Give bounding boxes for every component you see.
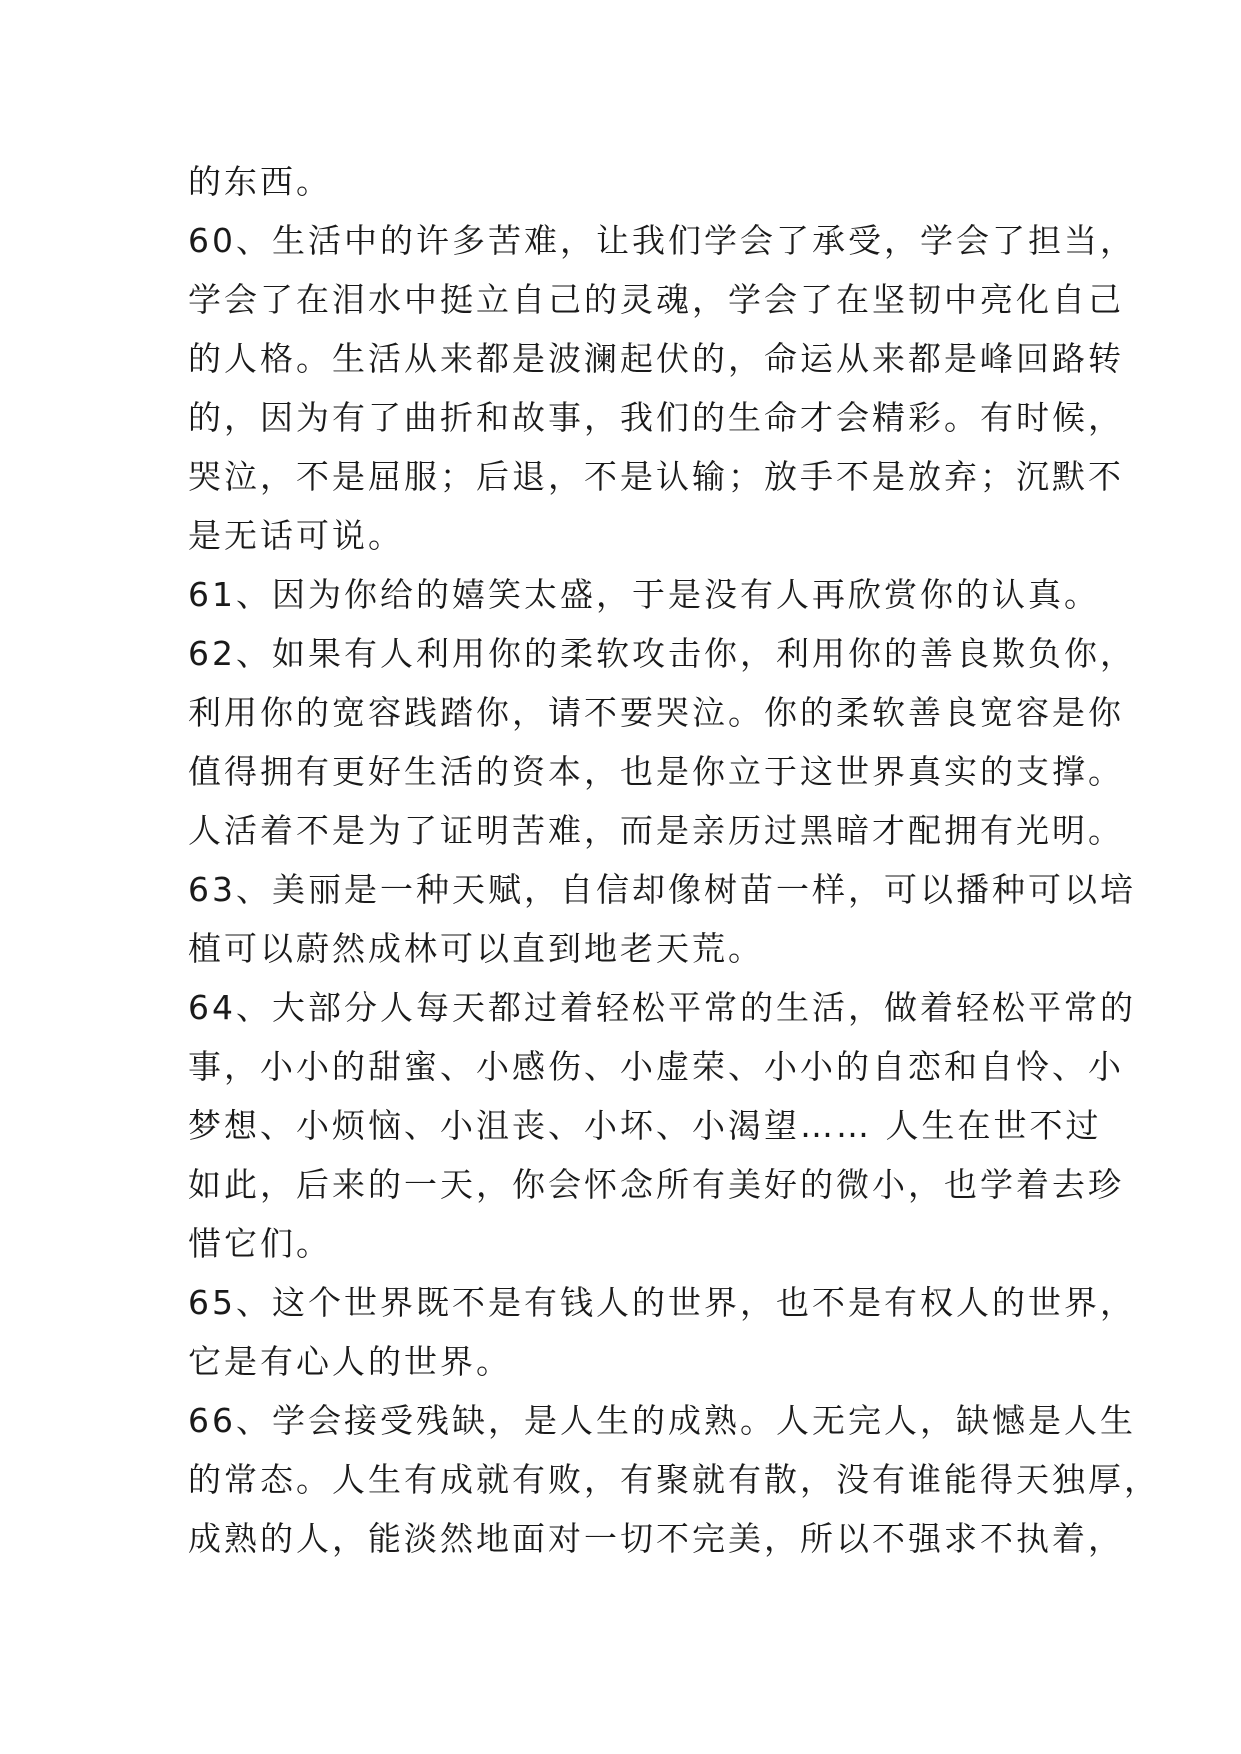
text-line: 人活着不是为了证明苦难，而是亲历过黑暗才配拥有光明。 [188, 811, 1124, 850]
text-line: 梦想、小烦恼、小沮丧、小坏、小渴望…… 人生在世不过 [188, 1106, 1102, 1145]
text-line: 是无话可说。 [188, 516, 404, 555]
text-line: 学会了在泪水中挺立自己的灵魂，学会了在坚韧中亮化自己 [188, 280, 1124, 319]
text-line: 61、因为你给的嬉笑太盛，于是没有人再欣赏你的认真。 [188, 575, 1100, 614]
text-line: 的人格。生活从来都是波澜起伏的，命运从来都是峰回路转 [188, 339, 1124, 378]
text-line: 63、美丽是一种天赋，自信却像树苗一样，可以播种可以培 [188, 870, 1136, 909]
text-line: 哭泣，不是屈服；后退，不是认输；放手不是放弃；沉默不 [188, 457, 1124, 496]
text-line: 值得拥有更好生活的资本，也是你立于这世界真实的支撑。 [188, 752, 1124, 791]
text-line: 惜它们。 [188, 1224, 332, 1263]
text-line: 利用你的宽容践踏你，请不要哭泣。你的柔软善良宽容是你 [188, 693, 1124, 732]
body-text [188, 152, 1160, 1568]
text-line: 它是有心人的世界。 [188, 1342, 512, 1381]
text-line: 成熟的人，能淡然地面对一切不完美，所以不强求不执着， [188, 1519, 1124, 1558]
text-line: 的常态。人生有成就有败，有聚就有散，没有谁能得天独厚， [188, 1460, 1160, 1499]
text-line: 62、如果有人利用你的柔软攻击你，利用你的善良欺负你， [188, 634, 1136, 673]
text-line: 66、学会接受残缺，是人生的成熟。人无完人，缺憾是人生 [188, 1401, 1136, 1440]
text-line: 的东西。 [188, 162, 332, 201]
text-line: 60、生活中的许多苦难，让我们学会了承受，学会了担当， [188, 221, 1136, 260]
text-line: 事，小小的甜蜜、小感伤、小虚荣、小小的自恋和自怜、小 [188, 1047, 1124, 1086]
text-line: 植可以蔚然成林可以直到地老天荒。 [188, 929, 764, 968]
text-line: 的，因为有了曲折和故事，我们的生命才会精彩。有时候， [188, 398, 1124, 437]
text-line: 如此，后来的一天，你会怀念所有美好的微小，也学着去珍 [188, 1165, 1124, 1204]
text-line: 64、大部分人每天都过着轻松平常的生活，做着轻松平常的 [188, 988, 1136, 1027]
text-line: 65、这个世界既不是有钱人的世界，也不是有权人的世界， [188, 1283, 1136, 1322]
